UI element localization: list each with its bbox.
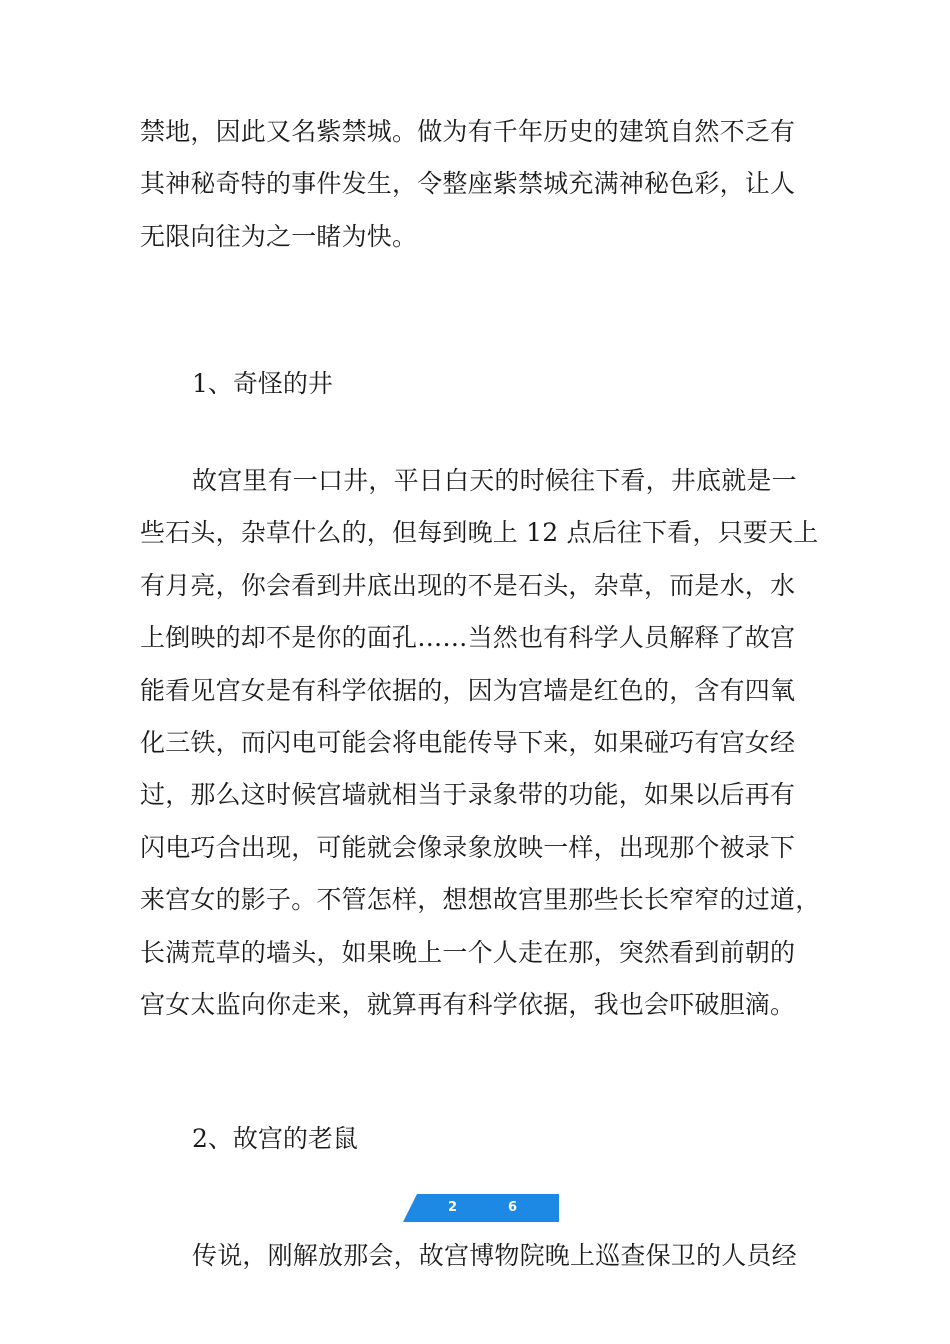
text-line: 来宫女的影子。不管怎样，想想故宫里那些长长窄窄的过道， [140,885,821,915]
text-line: 故宫里有一口井，平日白天的时候往下看，井底就是一 [192,466,797,495]
text-line: 上倒映的却不是你的面孔……当然也有科学人员解释了故宫 [140,623,796,653]
text-line: 禁地，因此又名紫禁城。做为有千年历史的建筑自然不乏有 [140,117,796,146]
page-badge-shape [403,1194,559,1222]
badge-parallelogram [403,1194,559,1222]
page-digit-right: 6 [508,1200,518,1215]
section-heading-1: 1、奇怪的井 [192,369,333,398]
text-line: 有月亮，你会看到井底出现的不是石头，杂草，而是水，水 [140,570,796,600]
text-line: 化三铁，而闪电可能会将电能传导下来，如果碰巧有宫女经 [140,728,796,758]
section2-paragraph [140,1230,820,1282]
text-line: 闪电巧合出现，可能就会像录象放映一样，出现那个被录下 [140,832,796,862]
text-line: 长满荒草的墙头，如果晚上一个人走在那，突然看到前朝的 [140,937,796,967]
text-line: 无限向往为之一睹为快。 [140,221,418,251]
text-line: 能看见宫女是有科学依据的，因为宫墙是红色的，含有四氧 [140,675,796,705]
text-line: 过，那么这时候宫墙就相当于录象带的功能，如果以后再有 [140,780,796,810]
text-line: 其神秘奇特的事件发生，令整座紫禁城充满神秘色彩，让人 [140,169,796,199]
page-number-badge [403,1194,559,1222]
text-line: 宫女太监向你走来，就算再有科学依据，我也会吓破胆滴。 [140,990,796,1020]
page-digit-left: 2 [448,1200,458,1215]
intro-paragraph [140,106,820,263]
section1-paragraph [140,455,820,1031]
section-heading-2: 2、故宫的老鼠 [192,1124,358,1153]
text-line: 传说，刚解放那会，故宫博物院晚上巡查保卫的人员经 [192,1241,797,1270]
text-line: 些石头，杂草什么的，但每到晚上 12 点后往下看，只要天上 [140,518,819,548]
